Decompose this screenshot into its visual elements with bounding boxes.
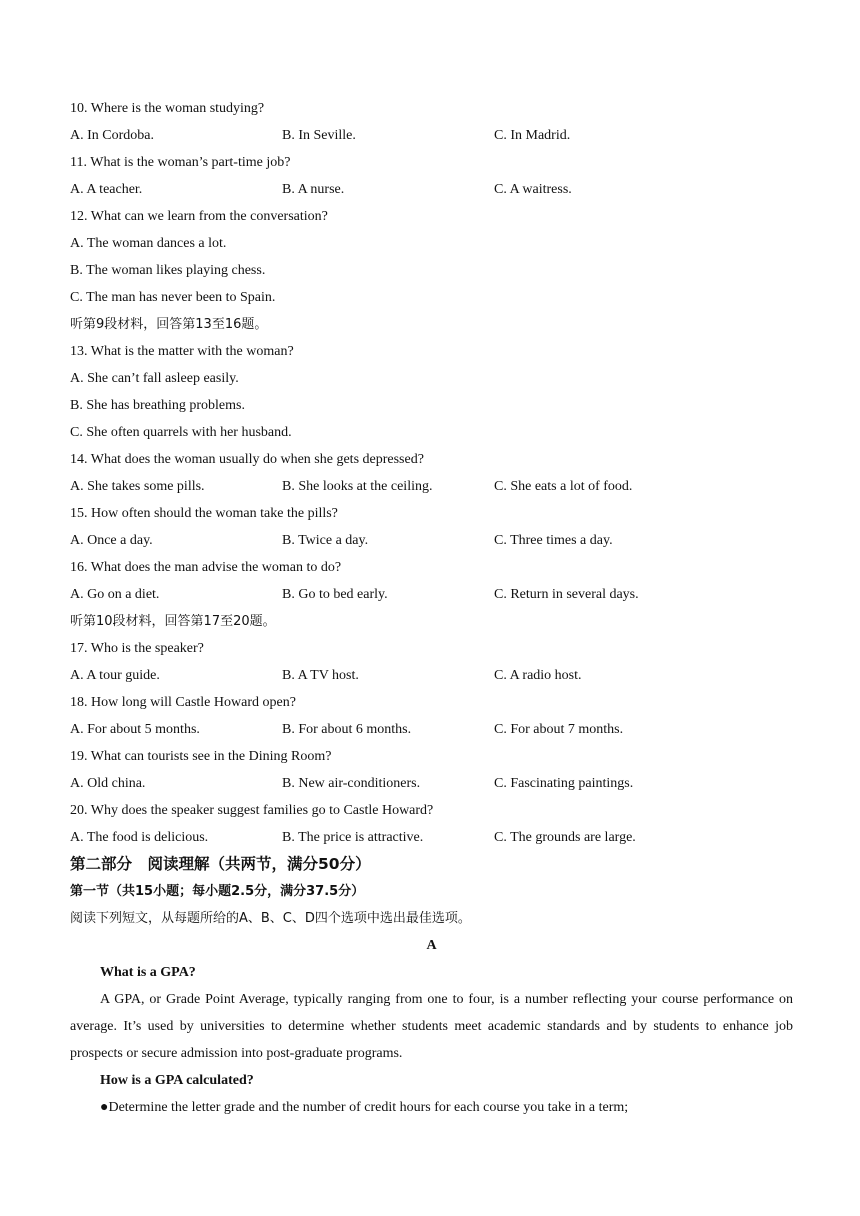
- answer-option: A. The food is delicious.: [70, 830, 209, 845]
- option-row: [70, 473, 793, 500]
- question-stem: 20. Why does the speaker suggest families go to Castle Howard?: [70, 803, 434, 818]
- answer-option: A. She takes some pills.: [70, 479, 205, 494]
- answer-option: A. Go on a diet.: [70, 587, 160, 602]
- passage-heading-calculation: How is a GPA calculated?: [100, 1073, 254, 1088]
- question-stem: 15. How often should the woman take the pills?: [70, 506, 338, 521]
- answer-option: C. The grounds are large.: [494, 830, 636, 845]
- part-two-title: 第二部分 阅读理解（共两节，满分50分）: [70, 855, 371, 873]
- listening-instruction: 听第10段材料，回答第17至20题。: [70, 614, 276, 629]
- answer-option: B. In Seville.: [282, 128, 356, 143]
- answer-option: C. She eats a lot of food.: [494, 479, 633, 494]
- answer-option: B. She has breathing problems.: [70, 398, 245, 413]
- listening-section: [70, 95, 793, 851]
- option-row: [70, 527, 793, 554]
- answer-option: A. A teacher.: [70, 182, 143, 197]
- answer-option: C. Return in several days.: [494, 587, 639, 602]
- answer-option: B. New air-conditioners.: [282, 776, 421, 791]
- option-row: [70, 662, 793, 689]
- question-stem: 16. What does the man advise the woman to do?: [70, 560, 342, 575]
- answer-option: B. A TV host.: [282, 668, 359, 683]
- answer-option: A. She can’t fall asleep easily.: [70, 371, 239, 386]
- section-one-title: 第一节（共15小题；每小题2.5分，满分37.5分）: [70, 884, 365, 899]
- answer-option: A. The woman dances a lot.: [70, 236, 227, 251]
- question-stem: 17. Who is the speaker?: [70, 641, 204, 656]
- listening-instruction: 听第9段材料，回答第13至16题。: [70, 317, 268, 332]
- answer-option: B. She looks at the ceiling.: [282, 479, 433, 494]
- answer-option: B. Twice a day.: [282, 533, 369, 548]
- passage-heading-gpa: What is a GPA?: [100, 965, 196, 980]
- option-row: [70, 122, 793, 149]
- option-row: [70, 176, 793, 203]
- question-stem: 11. What is the woman’s part-time job?: [70, 155, 291, 170]
- answer-option: C. Three times a day.: [494, 533, 613, 548]
- answer-option: A. For about 5 months.: [70, 722, 200, 737]
- answer-option: A. A tour guide.: [70, 668, 160, 683]
- answer-option: B. The woman likes playing chess.: [70, 263, 266, 278]
- answer-option: B. Go to bed early.: [282, 587, 388, 602]
- answer-option: C. The man has never been to Spain.: [70, 290, 276, 305]
- answer-option: C. A waitress.: [494, 182, 572, 197]
- question-stem: 18. How long will Castle Howard open?: [70, 695, 296, 710]
- answer-option: B. The price is attractive.: [282, 830, 424, 845]
- passage-paragraph: A GPA, or Grade Point Average, typically ranging from one to four, is a number reflecting your course performance on average. It’s used by universities to determine whether students meet academic standards and by students to enhance job prospects or secure admission into post-graduate programs.: [70, 992, 793, 1061]
- question-stem: 14. What does the woman usually do when she gets depressed?: [70, 452, 424, 467]
- option-row: [70, 716, 793, 743]
- answer-option: C. Fascinating paintings.: [494, 776, 634, 791]
- answer-option: A. In Cordoba.: [70, 128, 154, 143]
- answer-option: B. For about 6 months.: [282, 722, 412, 737]
- passage-label: A: [426, 938, 437, 953]
- answer-option: A. Once a day.: [70, 533, 153, 548]
- answer-option: B. A nurse.: [282, 182, 345, 197]
- answer-option: C. For about 7 months.: [494, 722, 624, 737]
- question-stem: 12. What can we learn from the conversation?: [70, 209, 328, 224]
- option-row: [70, 824, 793, 851]
- document-page: [70, 95, 793, 1121]
- question-stem: 13. What is the matter with the woman?: [70, 344, 294, 359]
- answer-option: C. A radio host.: [494, 668, 582, 683]
- question-stem: 10. Where is the woman studying?: [70, 101, 265, 116]
- question-stem: 19. What can tourists see in the Dining Room?: [70, 749, 332, 764]
- option-row: [70, 581, 793, 608]
- option-row: [70, 770, 793, 797]
- passage-bullet: ●Determine the letter grade and the number of credit hours for each course you take in a term;: [100, 1100, 629, 1115]
- answer-option: C. In Madrid.: [494, 128, 571, 143]
- answer-option: C. She often quarrels with her husband.: [70, 425, 292, 440]
- reading-instruction: 阅读下列短文，从每题所给的A、B、C、D四个选项中选出最佳选项。: [70, 911, 471, 926]
- answer-option: A. Old china.: [70, 776, 146, 791]
